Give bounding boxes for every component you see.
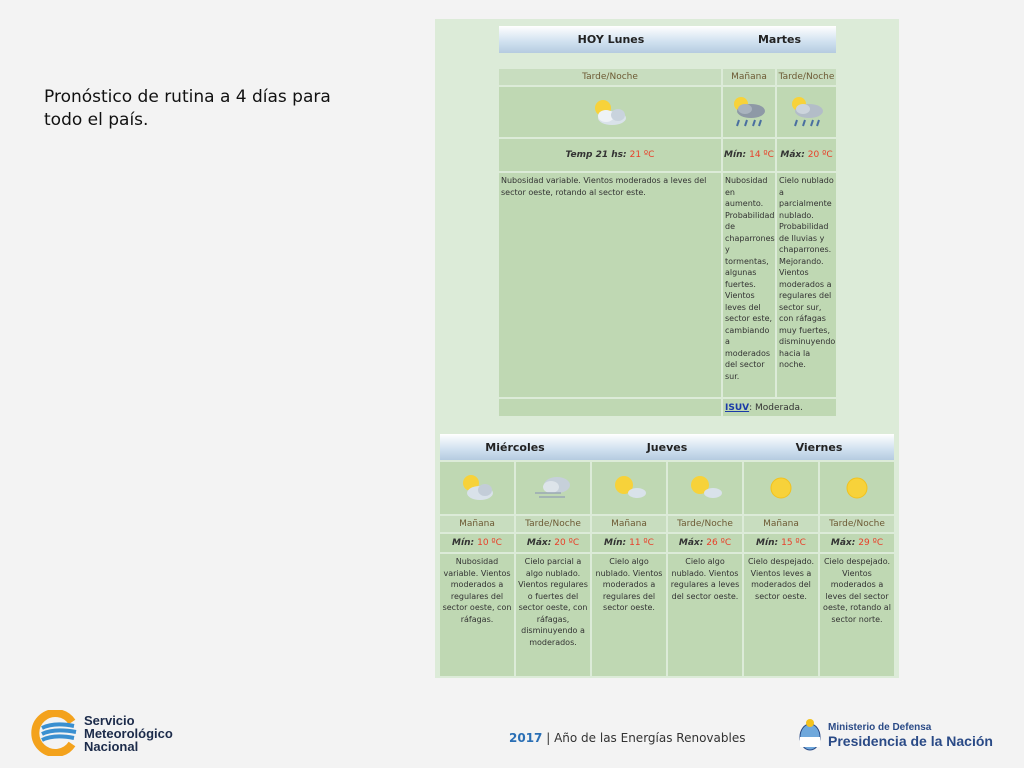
temp-cell: [499, 139, 721, 171]
forecast-description: Cielo algo nublado. Vientos moderados a regulares del sector oeste.: [592, 554, 666, 676]
ministry-logo: [798, 718, 993, 752]
temp-label: Máx:: [526, 538, 552, 548]
top-forecast-table: [499, 26, 836, 416]
top-description-row: [499, 173, 836, 397]
temp-label: Máx:: [780, 150, 805, 160]
footer-year: 2017: [509, 731, 543, 745]
period-label: Tarde/Noche: [668, 516, 742, 532]
temp-label: Mín:: [452, 538, 475, 548]
temp-label: Máx:: [678, 538, 704, 548]
smn-line: Nacional: [84, 738, 139, 754]
smn-line: Servicio: [84, 712, 135, 728]
rain-storm-icon: [723, 87, 775, 137]
temp-cell: [592, 534, 666, 552]
temp-value: 11 ºC: [629, 538, 654, 548]
period-label: Mañana: [744, 516, 818, 532]
temp-value: 14 ºC: [749, 150, 774, 160]
footer-separator: |: [542, 731, 555, 745]
header-jueves: Jueves: [646, 440, 688, 454]
top-icon-row: [499, 87, 836, 137]
forecast-description: Cielo algo nublado. Vientos regulares a leves del sector oeste.: [668, 554, 742, 676]
temp-value: 29 ºC: [858, 538, 884, 548]
period-label: Mañana: [440, 516, 514, 532]
header-miercoles: Miércoles: [485, 440, 545, 454]
sun-icon: [744, 462, 818, 514]
cloudy-wind-icon: [516, 462, 590, 514]
header-viernes: Viernes: [795, 440, 843, 454]
smn-emblem-icon: [28, 710, 78, 756]
sun-cloud-icon: [668, 462, 742, 514]
forecast-description: Nubosidad variable. Vientos moderados a regulares del sector oeste, con ráfagas.: [440, 554, 514, 676]
period-label: Tarde/Noche: [820, 516, 894, 532]
bottom-description-row: [440, 554, 894, 676]
forecast-description: Nubosidad variable. Vientos moderados a leves del sector oeste, rotando al sector este.: [499, 173, 721, 397]
footer-motto: [509, 731, 745, 745]
period-label: Tarde/Noche: [516, 516, 590, 532]
bottom-forecast-table: [440, 434, 894, 676]
forecast-description: Cielo parcial a algo nublado. Vientos regulares o fuertes del sector oeste, con ráfagas, disminuyendo a moderados.: [516, 554, 590, 676]
top-period-row: [499, 69, 836, 85]
forecast-description: Cielo despejado. Vientos moderados a leves del sector oeste, rotando al sector norte.: [820, 554, 894, 676]
forecast-description: Nubosidad en aumento. Probabilidad de chaparrones y tormentas, algunas fuertes. Vientos leves del sector este, cambiando a moderados del sector sur.: [723, 173, 775, 397]
temp-value: 26 ºC: [706, 538, 732, 548]
bottom-header-row: [440, 434, 894, 460]
ministry-line: Presidencia de la Nación: [828, 732, 993, 749]
temp-label: Mín:: [724, 150, 747, 160]
temp-value: 15 ºC: [781, 538, 806, 548]
temp-label: Mín:: [604, 538, 627, 548]
temp-value: 21 ºC: [629, 150, 655, 160]
temp-cell: [516, 534, 590, 552]
argentina-shield-icon: [798, 718, 822, 752]
bottom-period-row: [440, 516, 894, 532]
smn-line: Meteorológico: [84, 725, 173, 741]
temp-cell: [777, 139, 836, 171]
isuv-cell: [723, 399, 836, 416]
ministry-text: [828, 722, 993, 749]
partly-cloudy-icon: [499, 87, 721, 137]
ministry-line: Ministerio de Defensa: [828, 721, 932, 733]
top-header-row: [499, 26, 836, 53]
header-hoy-lunes: HOY Lunes: [577, 33, 645, 46]
smn-name: [84, 714, 173, 753]
forecast-description: Cielo despejado. Vientos leves a moderados del sector oeste.: [744, 554, 818, 676]
footer-motto-text: Año de las Energías Renovables: [554, 731, 746, 745]
isuv-row: [499, 399, 836, 416]
sun-cloud-icon: [592, 462, 666, 514]
bottom-icon-row: [440, 462, 894, 514]
sun-icon: [820, 462, 894, 514]
temp-cell: [440, 534, 514, 552]
bottom-temp-row: [440, 534, 894, 552]
temp-cell: [820, 534, 894, 552]
forecast-description: Cielo nublado a parcialmente nublado. Probabilidad de lluvias y chaparrones. Mejorando. Vientos moderados a regulares del sector sur, con ráfagas muy fuertes, disminuyendo hacia la noche.: [777, 173, 836, 397]
rain-showers-icon: [777, 87, 836, 137]
isuv-link[interactable]: ISUV: [725, 402, 750, 413]
smn-logo: [28, 710, 173, 756]
temp-value: 20 ºC: [554, 538, 580, 548]
temp-label: Mín:: [756, 538, 779, 548]
period-label: Mañana: [723, 69, 775, 85]
slide-title: Pronóstico de rutina a 4 días para todo el país.: [44, 87, 331, 130]
period-label: Tarde/Noche: [499, 69, 721, 85]
partly-cloudy-icon: [440, 462, 514, 514]
period-label: Tarde/Noche: [777, 69, 836, 85]
temp-value: 20 ºC: [807, 150, 833, 160]
temp-cell: [668, 534, 742, 552]
top-temp-row: [499, 139, 836, 171]
temp-cell: [744, 534, 818, 552]
temp-label: Temp 21 hs:: [565, 150, 627, 160]
isuv-empty-cell: [499, 399, 721, 416]
header-martes: Martes: [757, 33, 802, 46]
isuv-value: : Moderada.: [749, 402, 803, 413]
temp-label: Máx:: [830, 538, 856, 548]
temp-cell: [723, 139, 775, 171]
period-label: Mañana: [592, 516, 666, 532]
temp-value: 10 ºC: [477, 538, 502, 548]
